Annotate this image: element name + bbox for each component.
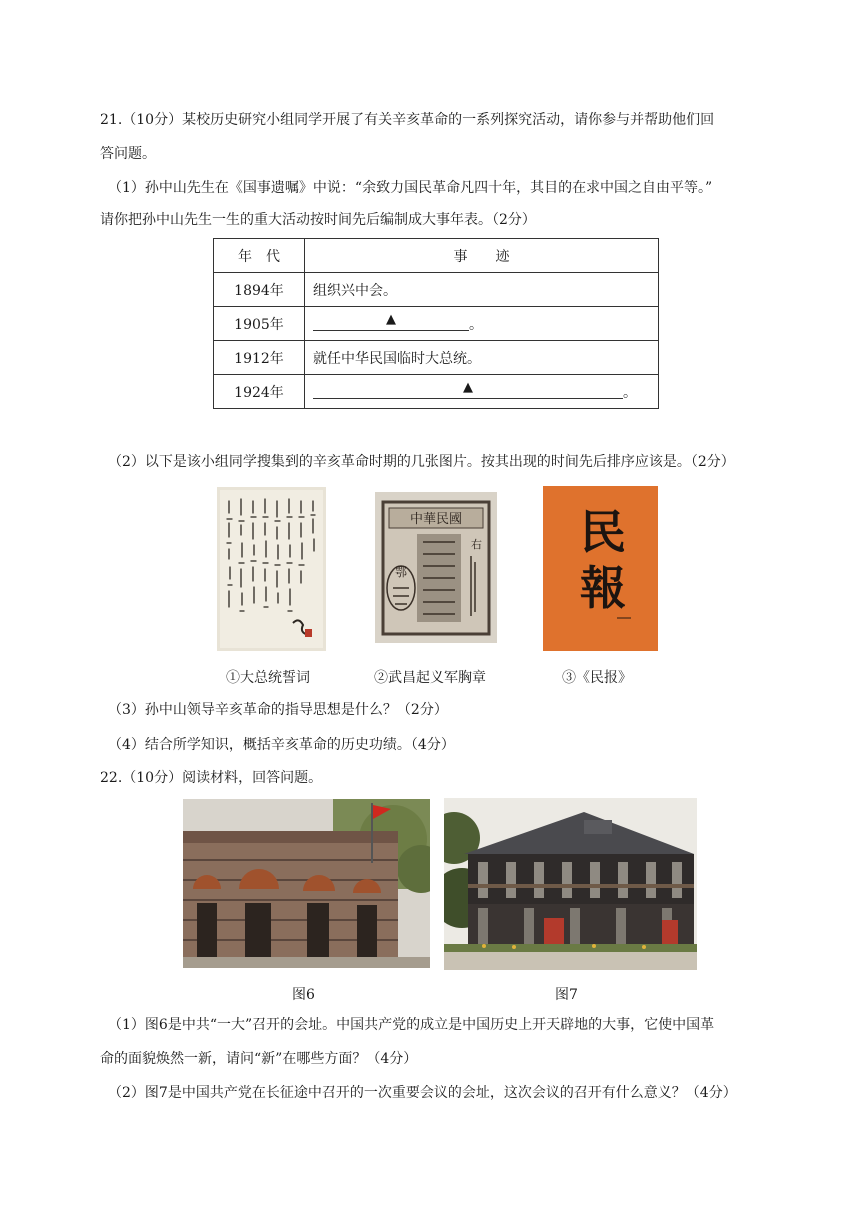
badge-seal-text: 鄂 [394, 565, 408, 579]
table-header-row [214, 239, 659, 273]
row-event: 就任中华民国临时大总统。 [305, 341, 659, 375]
q21-part1-line1: （1）孙中山先生在《国事遗嘱》中说：“余致力国民革命凡四十年，其目的在求中国之自由平等。” [108, 180, 713, 196]
table-row [214, 341, 659, 375]
q21-part2: （2）以下是该小组同学搜集到的辛亥革命时期的几张图片。按其出现的时间先后排序应该是。（2分） [108, 454, 735, 470]
answer-blank[interactable] [313, 311, 469, 331]
figure7-image [444, 798, 697, 970]
row-year: 1912年 [214, 341, 305, 375]
q22-stem: 22.（10分）阅读材料，回答问题。 [100, 770, 323, 786]
minbao-title-char2: 報 [580, 561, 626, 615]
q21-stem-line1: 21.（10分）某校历史研究小组同学开展了有关辛亥革命的一系列探究活动，请你参与并帮助他们回 [100, 112, 715, 128]
blank-suffix: 。 [623, 384, 637, 401]
q21-part4: （4）结合所学知识，概括辛亥革命的历史功绩。（4分） [108, 737, 455, 753]
oath-calligraphy-image [217, 487, 326, 651]
events-table [213, 238, 659, 409]
figure6-image [183, 799, 430, 968]
row-year: 1894年 [214, 273, 305, 307]
figure7-caption: 图7 [555, 987, 578, 1003]
image2-caption: ②武昌起义军胸章 [374, 670, 486, 686]
minbao-title-char1: 民 [580, 505, 626, 559]
image1-caption: ①大总统誓词 [226, 670, 310, 686]
q22-part1-line2: 命的面貌焕然一新，请问“新”在哪些方面？（4分） [100, 1051, 418, 1067]
blank-suffix: 。 [469, 316, 483, 333]
q21-part1-line2: 请你把孙中山先生一生的重大活动按时间先后编制成大事年表。（2分） [100, 212, 536, 228]
answer-blank[interactable] [313, 379, 623, 399]
q21-stem-line2: 答问题。 [100, 146, 156, 162]
row-year: 1905年 [214, 307, 305, 341]
header-year: 年 代 [214, 239, 305, 273]
q22-part2: （2）图7是中国共产党在长征途中召开的一次重要会议的会址，这次会议的召开有什么意义？（4分） [108, 1085, 737, 1101]
q21-part3: （3）孙中山领导辛亥革命的指导思想是什么？（2分） [108, 702, 448, 718]
badge-header-text: 中華民國 [409, 512, 463, 527]
triangle-icon: ▲ [463, 379, 473, 395]
badge-side-text: 右 [471, 538, 482, 551]
figure6-caption: 图6 [292, 987, 315, 1003]
image3-caption: ③《民报》 [562, 670, 632, 686]
table-row [214, 307, 659, 341]
row-event-blank[interactable] [305, 375, 659, 409]
table-row [214, 375, 659, 409]
row-year: 1924年 [214, 375, 305, 409]
q22-part1-line1: （1）图6是中共“一大”召开的会址。中国共产党的成立是中国历史上开天辟地的大事，它使中国革 [108, 1017, 715, 1033]
header-event: 事 迹 [305, 239, 659, 273]
table-row [214, 273, 659, 307]
row-event: 组织兴中会。 [305, 273, 659, 307]
row-event-blank[interactable] [305, 307, 659, 341]
uprising-badge-image [375, 492, 497, 643]
triangle-icon: ▲ [386, 311, 396, 327]
minbao-cover-image [543, 486, 658, 651]
